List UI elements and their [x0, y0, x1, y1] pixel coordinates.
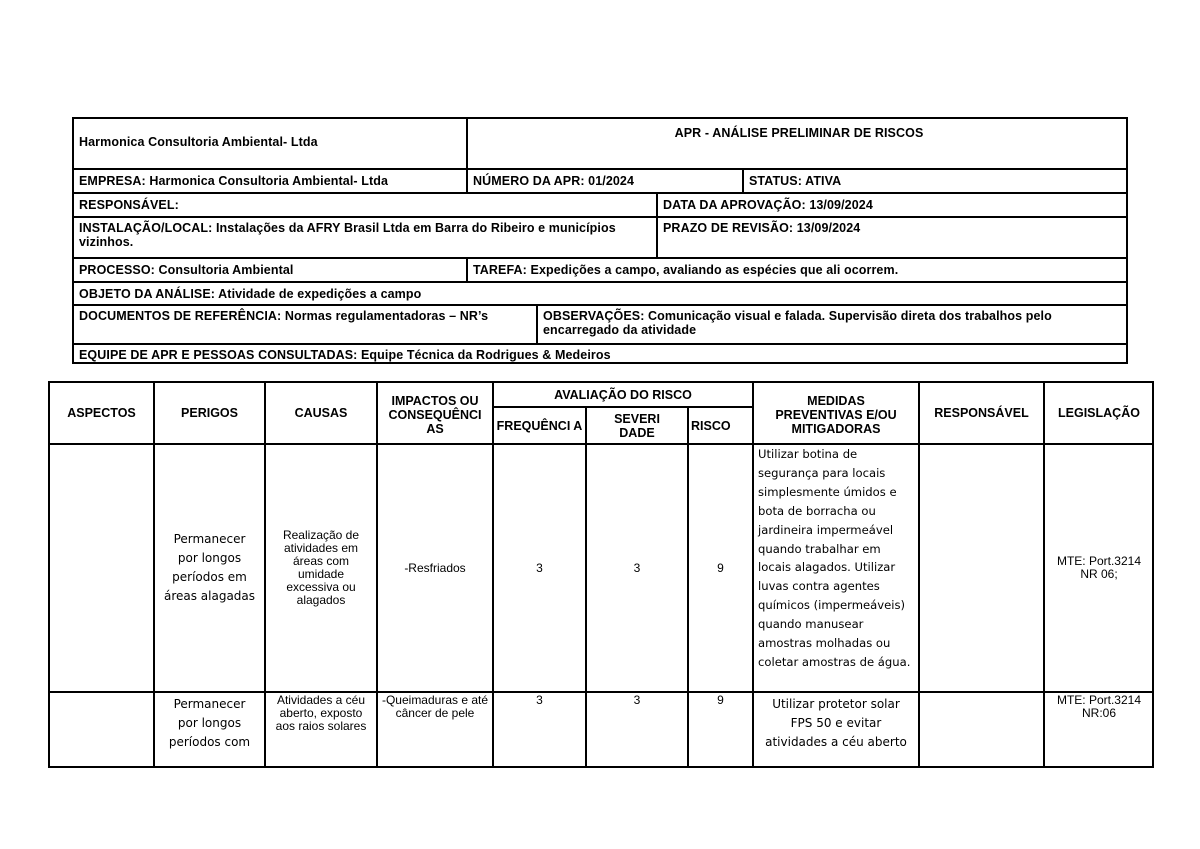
cell-medidas: Utilizar protetor solar FPS 50 e evitar atividades a céu aberto — [765, 697, 907, 749]
header-divider — [74, 281, 1126, 283]
responsavel-field: RESPONSÁVEL: — [79, 198, 179, 212]
col-header-perigos: PERIGOS — [181, 406, 238, 420]
cell-legislacao: MTE: Port.3214 NR:06 — [1056, 693, 1142, 720]
cell-risco: 9 — [717, 693, 724, 707]
col-header-legislacao: LEGISLAÇÃO — [1058, 406, 1140, 420]
cell-impacto: -Queimaduras e até câncer de pele — [381, 693, 489, 720]
header-divider — [74, 216, 1126, 218]
col-header-avaliacao: AVALIAÇÃO DO RISCO — [554, 387, 692, 402]
tarefa-field: TAREFA: Expedições a campo, avaliando as espécies que ali ocorrem. — [473, 263, 899, 277]
header-divider — [74, 257, 1126, 259]
col-header-responsavel: RESPONSÁVEL — [934, 406, 1029, 420]
objeto-field: OBJETO DA ANÁLISE: Atividade de expedições a campo — [79, 287, 422, 301]
data-aprovacao-field: DATA DA APROVAÇÃO: 13/09/2024 — [663, 198, 873, 212]
processo-field: PROCESSO: Consultoria Ambiental — [79, 263, 294, 277]
col-header-causas: CAUSAS — [294, 406, 348, 420]
cell-causa: Realização de atividades em áreas com umidade excessiva ou alagados — [282, 528, 360, 607]
status-field: STATUS: ATIVA — [749, 174, 842, 188]
cell-aspecto — [50, 694, 153, 768]
cell-severidade: 3 — [633, 560, 641, 575]
instalacao-field: INSTALAÇÃO/LOCAL: Instalações da AFRY Brasil Ltda em Barra do Ribeiro e municípios vizinhos. — [79, 221, 616, 249]
col-header-impactos: IMPACTOS OU CONSEQUÊNCI AS — [388, 394, 482, 436]
page-title: APR - ANÁLISE PRELIMINAR DE RISCOS — [674, 126, 924, 140]
header-divider — [74, 192, 1126, 194]
cell-medidas: Utilizar botina de segurança para locais simplesmente úmidos e bota de borracha ou jardineira impermeável quando trabalhar em locais alagados. Utilizar luvas contra agentes químicos (impermeáveis) quando manusear amostras molhadas ou coletar amostras de água. — [758, 447, 911, 669]
cell-frequencia: 3 — [536, 560, 543, 575]
cell-severidade: 3 — [633, 693, 641, 707]
cell-aspecto — [50, 445, 153, 691]
header-divider — [74, 304, 1126, 306]
numero-apr-field: NÚMERO DA APR: 01/2024 — [473, 174, 635, 188]
cell-perigo: Permanecer por longos períodos com — [168, 697, 251, 749]
header-divider — [74, 343, 1126, 345]
col-header-aspectos: ASPECTOS — [67, 406, 136, 420]
cell-risco: 9 — [717, 560, 724, 575]
cell-frequencia: 3 — [536, 693, 543, 707]
col-header-severidade: SEVERI DADE — [614, 411, 660, 440]
col-header-frequencia: FREQUÊNCI A — [496, 418, 583, 433]
col-header-risco: RISCO — [691, 418, 731, 433]
col-header-medidas: MEDIDAS PREVENTIVAS E/OU MITIGADORAS — [775, 394, 897, 436]
company-name: Harmonica Consultoria Ambiental- Ltda — [79, 135, 318, 149]
empresa-field: EMPRESA: Harmonica Consultoria Ambiental- Ltda — [79, 174, 389, 188]
equipe-field: EQUIPE DE APR E PESSOAS CONSULTADAS: Equipe Técnica da Rodrigues & Medeiros — [79, 348, 611, 362]
cell-responsavel — [920, 445, 1043, 691]
prazo-revisao-field: PRAZO DE REVISÃO: 13/09/2024 — [663, 221, 861, 235]
cell-causa: Atividades a céu aberto, exposto aos raios solares — [275, 693, 367, 733]
cell-impacto: -Resfriados — [404, 560, 466, 575]
header-divider — [74, 168, 1126, 170]
risk-analysis-table — [48, 381, 1154, 768]
cell-responsavel — [920, 694, 1043, 768]
documentos-field: DOCUMENTOS DE REFERÊNCIA: Normas regulamentadoras – NR’s — [79, 309, 489, 323]
observacoes-field: OBSERVAÇÕES: Comunicação visual e falada. Supervisão direta dos trabalhos pelo encarregado da atividade — [543, 309, 1052, 337]
table-divider — [50, 691, 1152, 693]
cell-perigo: Permanecer por longos períodos em áreas alagadas — [163, 532, 256, 603]
cell-legislacao: MTE: Port.3214 NR 06; — [1056, 554, 1142, 581]
apr-header-table — [72, 117, 1128, 364]
